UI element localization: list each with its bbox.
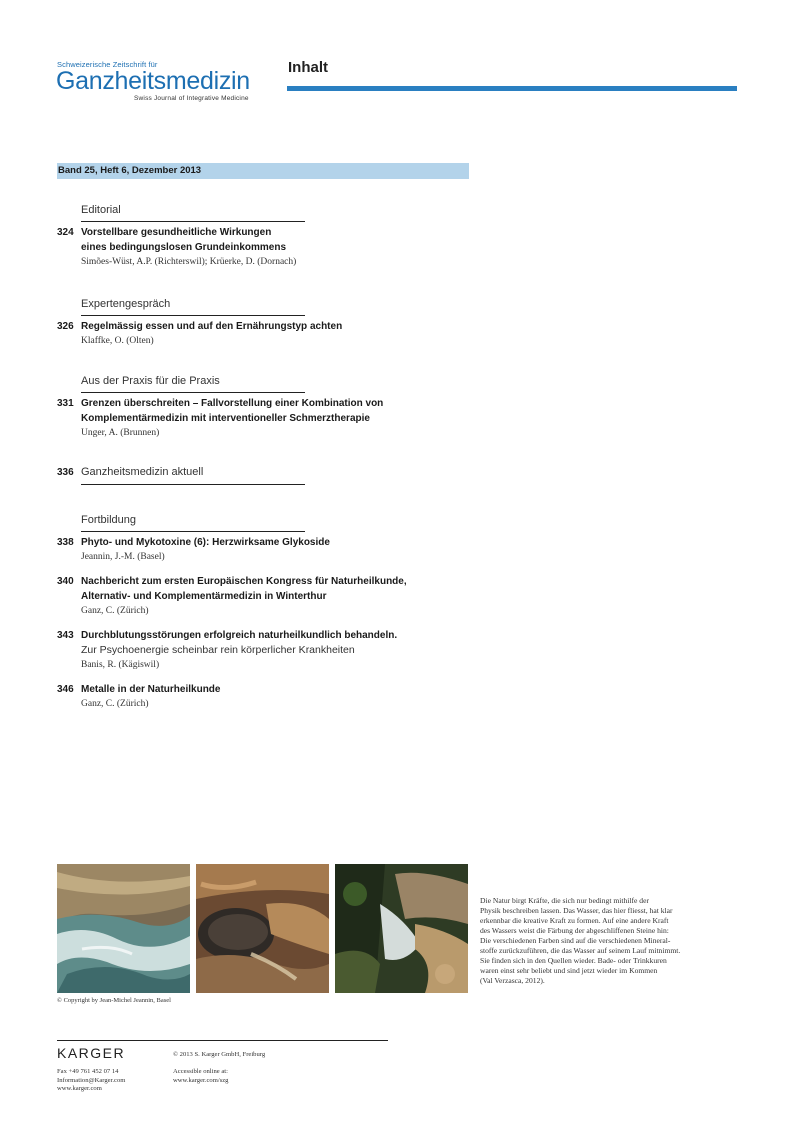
photo-caption [480,896,750,986]
caption-line: stoffe zurückzuführen, die das Wasser auf seinem Lauf mitnimmt. [480,946,681,955]
photo-copyright: © Copyright by Jean-Michel Jeannin, Basel [57,997,171,1004]
header-rule [287,86,737,91]
section-heading-editorial: Editorial [81,204,121,216]
journal-subtitle: Swiss Journal of Integrative Medicine [134,95,249,102]
toc-page-number: 336 [57,467,74,478]
fax: Fax +49 761 452 07 14 [57,1068,119,1075]
toc-entry-title[interactable]: Regelmässig essen und auf den Ernährungstyp achten [81,321,343,332]
publisher-logo: KARGER [57,1045,126,1061]
toc-entry-title[interactable]: Alternativ- und Komplementärmedizin in Winterthur [81,591,327,602]
toc-entry-title[interactable]: Phyto- und Mykotoxine (6): Herzwirksame Glykoside [81,537,330,548]
toc-entry-authors: Unger, A. (Brunnen) [81,428,160,438]
toc-page-number: 324 [57,227,74,238]
river-photo-1 [57,864,190,993]
caption-line: (Val Verzasca, 2012). [480,976,545,985]
accessible-label: Accessible online at: [173,1068,228,1075]
toc-entry-authors: Banis, R. (Kägiswil) [81,660,160,670]
toc-entry-authors: Ganz, C. (Zürich) [81,699,149,709]
issue-label: Band 25, Heft 6, Dezember 2013 [58,165,202,176]
online-access [173,1068,228,1085]
page-title: Inhalt [288,59,328,76]
toc-entry-authors: Jeannin, J.-M. (Basel) [81,552,165,562]
section-rule [81,392,305,393]
toc-page-number: 343 [57,630,74,641]
caption-line: erkennbar die kreative Kraft zu formen. Auf eine andere Kraft [480,916,669,925]
caption-line: Die verschiedenen Farben sind auf die verschiedenen Mineral- [480,936,671,945]
journal-supertitle: Schweizerische Zeitschrift für [57,60,158,69]
toc-page-number: 346 [57,684,74,695]
toc-page-number: 326 [57,321,74,332]
toc-entry-title[interactable]: eines bedingungslosen Grundeinkommens [81,242,287,253]
journal-url-link[interactable]: www.karger.com/szg [173,1076,229,1084]
toc-page-number: 340 [57,576,74,587]
caption-line: Physik beschreiben lassen. Das Wasser, das hier fliesst, hat klar [480,906,673,915]
caption-line: Die Natur birgt Kräfte, die sich nur bedingt mithilfe der [480,896,649,905]
toc-entry-authors: Klaffke, O. (Olten) [81,336,154,346]
journal-title: Ganzheitsmedizin [56,67,250,95]
section-heading-experten: Expertengespräch [81,298,171,310]
toc-entry-title[interactable]: Metalle in der Naturheilkunde [81,684,221,695]
section-rule [81,221,305,222]
section-rule [81,531,305,532]
section-rule [81,315,305,316]
caption-line: waren einst sehr beliebt und sind jetzt wieder im Kommen [480,966,658,975]
footer-copyright: © 2013 S. Karger GmbH, Freiburg [173,1051,266,1058]
footer-rule [57,1040,388,1041]
caption-line: des Wassers weist die Färbung der abgeschliffenen Steine hin: [480,926,669,935]
email-link[interactable]: Information@Karger.com [57,1076,126,1084]
publisher-contact [57,1068,125,1094]
toc-page-number: 331 [57,398,74,409]
section-rule [81,484,305,485]
toc-entry-title[interactable]: Durchblutungsstörungen erfolgreich naturheilkundlich behandeln. [81,630,398,641]
toc-entry-title[interactable]: Komplementärmedizin mit interventioneller Schmerztherapie [81,413,370,424]
river-photo-2 [196,864,329,993]
section-heading-fortbildung: Fortbildung [81,514,137,526]
toc-entry-title[interactable]: Vorstellbare gesundheitliche Wirkungen [81,227,272,238]
toc-entry-subtitle: Zur Psychoenergie scheinbar rein körperlicher Krankheiten [81,644,355,656]
toc-entry-title[interactable]: Grenzen überschreiten – Fallvorstellung einer Kombination von [81,398,384,409]
section-heading-praxis: Aus der Praxis für die Praxis [81,375,220,387]
website-link[interactable]: www.karger.com [57,1085,102,1092]
toc-entry-title[interactable]: Nachbericht zum ersten Europäischen Kongress für Naturheilkunde, [81,576,407,587]
caption-line: Sie finden sich in den Quellen wieder. Bade- oder Trinkkuren [480,956,667,965]
toc-entry-authors: Ganz, C. (Zürich) [81,606,149,616]
section-heading-aktuell[interactable]: Ganzheitsmedizin aktuell [81,466,204,478]
toc-entry-authors: Simões-Wüst, A.P. (Richterswil); Krüerke, D. (Dornach) [81,257,297,267]
river-photo-3 [335,864,468,993]
toc-page-number: 338 [57,537,74,548]
